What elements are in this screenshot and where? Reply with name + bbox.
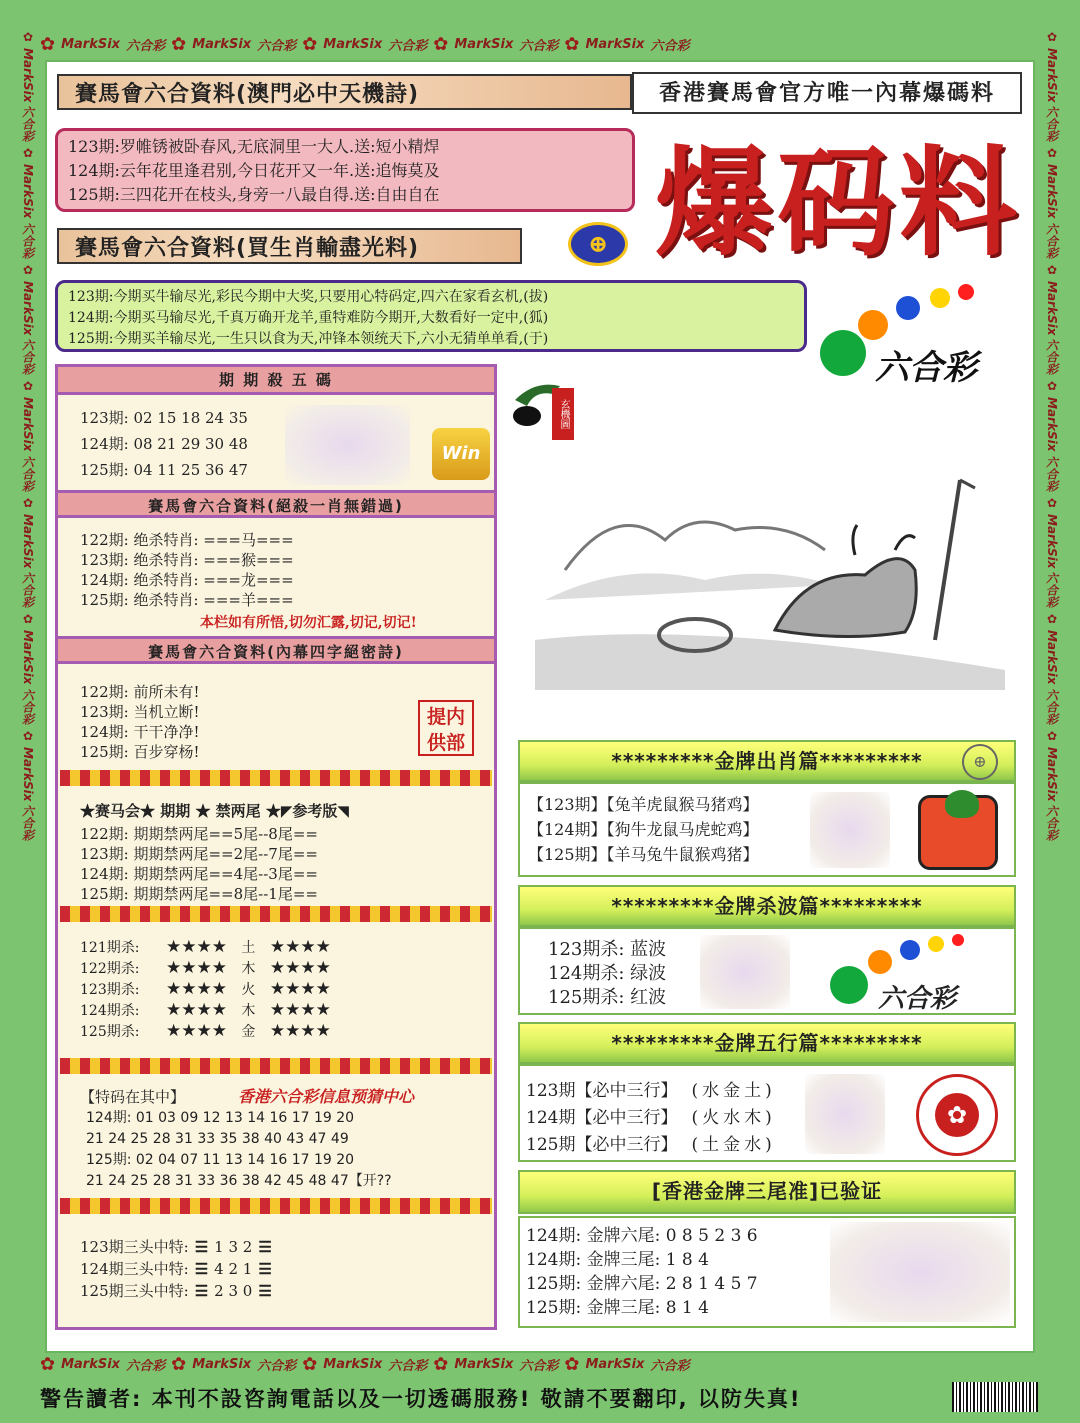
header-slogan: 香港賽馬會官方唯一內幕爆碼料 bbox=[632, 72, 1022, 114]
top-frame-band bbox=[40, 30, 1040, 58]
special-row: 21 24 25 28 31 33 36 38 42 45 48 47【开?? bbox=[86, 1173, 392, 1189]
kill5-row: 125期: 04 11 25 36 47 bbox=[80, 461, 248, 479]
flower-icon: ✿ bbox=[433, 33, 449, 55]
flower-icon: ✿ bbox=[21, 612, 35, 627]
element-kill-value: 木 bbox=[236, 961, 260, 977]
bars-icon: ☰ bbox=[258, 1238, 272, 1256]
gold-five-row bbox=[526, 1132, 776, 1159]
frame-brand-text: MarkSix bbox=[192, 1356, 252, 1372]
element-kill-row bbox=[80, 937, 331, 958]
barcode bbox=[952, 1382, 1038, 1412]
frame-brand-text: MarkSix bbox=[21, 397, 35, 452]
frame-brand-cn-text: 六合彩 bbox=[1044, 572, 1059, 609]
star-icons: ★★★★ bbox=[166, 937, 227, 957]
frame-brand-cn-text: 六合彩 bbox=[388, 1358, 428, 1374]
frame-brand-cn-text: 六合彩 bbox=[1044, 455, 1059, 492]
left-frame-band bbox=[14, 30, 42, 1360]
flower-icon: ✿ bbox=[302, 1353, 318, 1375]
flower-icon: ✿ bbox=[433, 1353, 449, 1375]
gold-five-value: (火水木) bbox=[691, 1108, 776, 1128]
bars-icon: ☰ bbox=[194, 1282, 209, 1300]
gold-tail-rows bbox=[526, 1224, 758, 1320]
frame-brand-text: MarkSix bbox=[21, 280, 35, 336]
kill1-row: 122期: 绝杀特肖: ===马=== bbox=[80, 531, 294, 549]
three-head-numbers: 1 3 2 bbox=[214, 1238, 253, 1256]
star-icons: ★★★★ bbox=[166, 958, 227, 978]
frame-brand-cn-text: 六合彩 bbox=[257, 38, 297, 54]
flower-icon: ✿ bbox=[21, 379, 35, 394]
blurred-area bbox=[700, 935, 790, 1009]
divider-pattern bbox=[60, 1058, 492, 1074]
gold-tail-title: [香港金牌三尾准]已验证 bbox=[518, 1170, 1016, 1214]
star-icons: ★★★★ bbox=[269, 1021, 331, 1041]
frame-brand-text: MarkSix bbox=[21, 630, 35, 685]
zodiac-lose-line: 124期:今期买马输尽光,千真万确开龙羊,重特难防今期开,大数看好一定中,(狐) bbox=[68, 310, 549, 326]
gold-five-title: *********金牌五行篇********* bbox=[518, 1022, 1016, 1064]
frame-brand-cn-text: 六合彩 bbox=[519, 1358, 559, 1374]
frame-brand-text: MarkSix bbox=[1045, 746, 1059, 802]
flower-icon: ✿ bbox=[171, 1353, 187, 1375]
frame-brand-cn-text: 六合彩 bbox=[20, 805, 35, 842]
special-row: 21 24 25 28 31 33 35 38 40 43 47 49 bbox=[86, 1131, 349, 1147]
tail-ban-row: 123期: 期期禁两尾==2尾--7尾== bbox=[80, 845, 318, 863]
right-frame-band bbox=[1038, 30, 1066, 1360]
element-kill-value: 木 bbox=[236, 1003, 260, 1019]
frame-brand-text: MarkSix bbox=[323, 36, 383, 52]
kill1-row: 125期: 绝杀特肖: ===羊=== bbox=[80, 591, 294, 609]
special-rows bbox=[86, 1108, 392, 1192]
gold-five-period: 123期【必中三行】 bbox=[526, 1081, 678, 1101]
poem4-title: 賽馬會六合資料(內幕四字絕密詩) bbox=[58, 636, 494, 664]
tail-ban-rows bbox=[80, 824, 318, 904]
fist-money-icon bbox=[918, 795, 998, 870]
frame-brand-cn-text: 六合彩 bbox=[257, 1358, 297, 1374]
frame-brand-text: MarkSix bbox=[192, 36, 252, 52]
three-head-label: 124期三头中特: bbox=[80, 1260, 189, 1278]
kill1-row: 123期: 绝杀特肖: ===猴=== bbox=[80, 551, 294, 569]
special-row: 124期: 01 03 09 12 13 14 16 17 19 20 bbox=[86, 1110, 355, 1126]
gold-zodiac-row: 【125期】【羊马兔牛鼠猴鸡猪】 bbox=[528, 845, 759, 864]
three-head-numbers: 4 2 1 bbox=[214, 1260, 253, 1278]
frame-brand-text: MarkSix bbox=[21, 746, 35, 802]
frame-brand-cn-text: 六合彩 bbox=[20, 222, 35, 259]
seal-stamp: 玄機圖 bbox=[552, 388, 574, 440]
flower-icon: ✿ bbox=[1045, 30, 1059, 44]
three-head-rows bbox=[80, 1236, 278, 1302]
blurred-area bbox=[285, 405, 410, 485]
poem-line: 125期:三四花开在枝头,身旁一八最自得.送:自由自在 bbox=[68, 185, 440, 204]
bars-icon: ☰ bbox=[258, 1282, 272, 1300]
poem-line: 124期:云年花里逢君别,今日花开又一年.送:追悔莫及 bbox=[68, 161, 440, 180]
flower-icon: ✿ bbox=[21, 30, 35, 44]
kill5-row: 123期: 02 15 18 24 35 bbox=[80, 409, 248, 427]
gold-tail-row: 125期: 金牌三尾: 8 1 4 bbox=[526, 1298, 709, 1318]
flower-icon: ✿ bbox=[21, 495, 35, 510]
flower-icon: ✿ bbox=[1045, 379, 1059, 394]
frame-brand-text: MarkSix bbox=[61, 36, 121, 52]
tail-ban-row: 122期: 期期禁两尾==5尾--8尾== bbox=[80, 825, 318, 843]
star-icons: ★★★★ bbox=[166, 979, 227, 999]
element-kill-row bbox=[80, 1000, 331, 1021]
poem-box bbox=[55, 128, 635, 212]
three-head-row bbox=[80, 1258, 278, 1280]
element-kill-period: 123期杀: bbox=[80, 982, 140, 998]
element-kill-value: 土 bbox=[236, 940, 260, 956]
gold-tail-row: 125期: 金牌六尾: 2 8 1 4 5 7 bbox=[526, 1274, 758, 1294]
poem4-row: 123期: 当机立断! bbox=[80, 703, 200, 721]
frame-brand-text: MarkSix bbox=[1045, 164, 1059, 219]
special-label: 【特码在其中】 bbox=[80, 1088, 186, 1106]
gold-zodiac-row: 【123期】【兔羊虎鼠猴马猪鸡】 bbox=[528, 795, 759, 814]
zodiac-lose-box bbox=[55, 280, 807, 352]
poem4-row: 122期: 前所未有! bbox=[80, 683, 200, 701]
poem4-row: 125期: 百步穿杨! bbox=[80, 743, 200, 761]
frame-brand-cn-text: 六合彩 bbox=[650, 1358, 690, 1374]
divider-pattern bbox=[60, 1198, 492, 1214]
header-title-2: 賽馬會六合資料(買生肖輸盡光料) bbox=[57, 228, 522, 264]
flower-icon: ✿ bbox=[302, 33, 318, 55]
gold-five-value: (土金水) bbox=[691, 1135, 776, 1155]
element-kill-period: 121期杀: bbox=[80, 940, 140, 956]
poem4-rows bbox=[80, 682, 199, 762]
lottery-emblem-icon: ⊕ bbox=[568, 222, 628, 266]
blurred-area bbox=[805, 1074, 885, 1154]
star-icons: ★★★★ bbox=[269, 958, 331, 978]
kill5-rows bbox=[80, 405, 248, 483]
frame-brand-cn-text: 六合彩 bbox=[1044, 805, 1059, 842]
inside-stamp: 提内供部 bbox=[418, 700, 474, 756]
hk-emblem-icon: ✿ bbox=[916, 1074, 998, 1156]
kill1-warning: 本栏如有所悟,切勿汇露,切记,切记! bbox=[200, 615, 417, 631]
divider-pattern bbox=[60, 770, 492, 786]
gold-five-row bbox=[526, 1078, 776, 1105]
frame-brand-text: MarkSix bbox=[1045, 280, 1059, 336]
gold-tail-row: 124期: 金牌六尾: 0 8 5 2 3 6 bbox=[526, 1226, 758, 1246]
frame-brand-cn-text: 六合彩 bbox=[1044, 688, 1059, 725]
element-kill-value: 火 bbox=[236, 982, 260, 998]
frame-brand-text: MarkSix bbox=[21, 164, 35, 219]
element-kill-period: 125期杀: bbox=[80, 1024, 140, 1040]
gold-zodiac-rows bbox=[528, 792, 759, 867]
gold-zodiac-title: *********金牌出肖篇********* bbox=[518, 740, 1016, 782]
frame-brand-text: MarkSix bbox=[454, 36, 514, 52]
frame-brand-cn-text: 六合彩 bbox=[20, 455, 35, 492]
three-head-label: 123期三头中特: bbox=[80, 1238, 189, 1256]
frame-brand-text: MarkSix bbox=[21, 513, 35, 569]
kill1-rows bbox=[80, 530, 294, 610]
frame-brand-cn-text: 六合彩 bbox=[650, 38, 690, 54]
flower-icon: ✿ bbox=[1045, 495, 1059, 510]
star-icons: ★★★★ bbox=[166, 1000, 227, 1020]
frame-brand-text: MarkSix bbox=[1045, 513, 1059, 569]
frame-brand-cn-text: 六合彩 bbox=[20, 688, 35, 725]
flower-icon: ✿ bbox=[40, 1353, 56, 1375]
frame-brand-text: MarkSix bbox=[1045, 48, 1059, 103]
element-kill-period: 122期杀: bbox=[80, 961, 140, 977]
three-head-label: 125期三头中特: bbox=[80, 1282, 189, 1300]
flower-icon: ✿ bbox=[40, 33, 56, 55]
frame-brand-text: MarkSix bbox=[1045, 630, 1059, 685]
gold-five-rows bbox=[526, 1078, 776, 1159]
element-kill-row bbox=[80, 979, 331, 1000]
bars-icon: ☰ bbox=[194, 1260, 209, 1278]
logo-text: 六合彩 bbox=[875, 348, 977, 388]
tail-ban-title: ★赛马会★ 期期 ★ 禁两尾 ★◤参考版◥ bbox=[80, 802, 349, 820]
gold-tail-row: 124期: 金牌三尾: 1 8 4 bbox=[526, 1250, 709, 1270]
star-icons: ★★★★ bbox=[269, 979, 331, 999]
element-kill-row bbox=[80, 958, 331, 979]
zodiac-lose-line: 125期:今期买羊输尽光,一生只以食为天,冲锋本领统天下,六小无猜单单看,(于) bbox=[68, 331, 549, 347]
flower-icon: ✿ bbox=[171, 33, 187, 55]
kill1-row: 124期: 绝杀特肖: ===龙=== bbox=[80, 571, 294, 589]
gold-zodiac-row: 【124期】【狗牛龙鼠马虎蛇鸡】 bbox=[528, 820, 759, 839]
frame-brand-text: MarkSix bbox=[21, 48, 35, 103]
frame-brand-text: MarkSix bbox=[1045, 397, 1059, 452]
special-center: 香港六合彩信息预猜中心 bbox=[238, 1087, 415, 1106]
flower-icon: ✿ bbox=[1045, 728, 1059, 743]
frame-brand-cn-text: 六合彩 bbox=[1044, 222, 1059, 259]
frame-brand-text: MarkSix bbox=[585, 1356, 645, 1372]
element-kill-rows bbox=[80, 937, 331, 1042]
gold-wave-row: 124期杀: 绿波 bbox=[548, 963, 667, 984]
gold-wave-row: 125期杀: 红波 bbox=[548, 987, 667, 1008]
flower-icon: ✿ bbox=[564, 1353, 580, 1375]
star-icons: ★★★★ bbox=[269, 1000, 331, 1020]
footer-warning: 警告讀者: 本刊不設咨詢電話以及一切透碼服務! 敬請不要翻印, 以防失真! bbox=[40, 1387, 802, 1411]
gold-five-value: (水金土) bbox=[691, 1081, 776, 1101]
gold-wave-rows bbox=[548, 938, 666, 1010]
big-title: 爆码料 bbox=[655, 133, 1022, 272]
three-head-row bbox=[80, 1236, 278, 1258]
flower-icon: ✿ bbox=[1045, 612, 1059, 627]
special-row: 125期: 02 04 07 11 13 14 16 17 19 20 bbox=[86, 1152, 355, 1168]
frame-brand-cn-text: 六合彩 bbox=[20, 339, 35, 376]
bars-icon: ☰ bbox=[194, 1238, 209, 1256]
frame-brand-cn-text: 六合彩 bbox=[1044, 106, 1059, 143]
frame-brand-text: MarkSix bbox=[454, 1356, 514, 1372]
frame-brand-cn-text: 六合彩 bbox=[20, 106, 35, 143]
frame-brand-text: MarkSix bbox=[323, 1356, 383, 1372]
tail-ban-row: 124期: 期期禁两尾==4尾--3尾== bbox=[80, 865, 318, 883]
gold-wave-title: *********金牌杀波篇********* bbox=[518, 885, 1016, 927]
frame-brand-cn-text: 六合彩 bbox=[20, 572, 35, 609]
gold-five-period: 125期【必中三行】 bbox=[526, 1135, 678, 1155]
three-head-numbers: 2 3 0 bbox=[214, 1282, 253, 1300]
frame-brand-text: MarkSix bbox=[61, 1356, 121, 1372]
three-head-row bbox=[80, 1280, 278, 1302]
flower-icon: ✿ bbox=[1045, 262, 1059, 277]
star-icons: ★★★★ bbox=[166, 1021, 227, 1041]
logo-text: 六合彩 bbox=[878, 984, 957, 1014]
blurred-area bbox=[810, 792, 890, 868]
kill5-title: 期 期 殺 五 碼 bbox=[58, 367, 494, 395]
element-kill-value: 金 bbox=[236, 1024, 260, 1040]
ink-illustration bbox=[505, 370, 1025, 710]
frame-brand-cn-text: 六合彩 bbox=[519, 38, 559, 54]
frame-brand-cn-text: 六合彩 bbox=[126, 38, 166, 54]
gold-wave-row: 123期杀: 蓝波 bbox=[548, 939, 667, 960]
star-icons: ★★★★ bbox=[269, 937, 331, 957]
flower-icon: ✿ bbox=[21, 146, 35, 161]
element-kill-row bbox=[80, 1021, 331, 1042]
element-kill-period: 124期杀: bbox=[80, 1003, 140, 1019]
frame-brand-cn-text: 六合彩 bbox=[388, 38, 428, 54]
gold-five-row bbox=[526, 1105, 776, 1132]
win-badge-icon: Win bbox=[432, 428, 490, 480]
frame-brand-text: MarkSix bbox=[585, 36, 645, 52]
zodiac-lose-line: 123期:今期买牛输尽光,彩民今期中大奖,只要用心特码定,四六在家看玄机,(拔) bbox=[68, 289, 549, 305]
divider-pattern bbox=[60, 906, 492, 922]
flower-icon: ✿ bbox=[564, 33, 580, 55]
flower-icon: ✿ bbox=[1045, 146, 1059, 161]
bottom-frame-band bbox=[40, 1350, 1040, 1378]
poem-line: 123期:罗帷锈被卧春风,无底洞里一大人.送:短小精焊 bbox=[68, 137, 440, 156]
flower-icon: ✿ bbox=[21, 262, 35, 277]
blurred-area bbox=[830, 1222, 1010, 1322]
gold-five-period: 124期【必中三行】 bbox=[526, 1108, 678, 1128]
tail-ban-row: 125期: 期期禁两尾==8尾--1尾== bbox=[80, 885, 318, 903]
frame-brand-cn-text: 六合彩 bbox=[1044, 339, 1059, 376]
bars-icon: ☰ bbox=[258, 1260, 272, 1278]
flower-icon: ✿ bbox=[21, 728, 35, 743]
kill1-title: 賽馬會六合資料(絕殺一肖無錯過) bbox=[58, 490, 494, 518]
gold-logo-icon: ⊕ bbox=[962, 744, 998, 780]
frame-brand-cn-text: 六合彩 bbox=[126, 1358, 166, 1374]
poem4-row: 124期: 干干净净! bbox=[80, 723, 200, 741]
header-title-1: 賽馬會六合資料(澳門必中天機詩) bbox=[57, 74, 632, 110]
ox-landscape-illustration bbox=[505, 370, 1025, 710]
kill5-row: 124期: 08 21 29 30 48 bbox=[80, 435, 248, 453]
